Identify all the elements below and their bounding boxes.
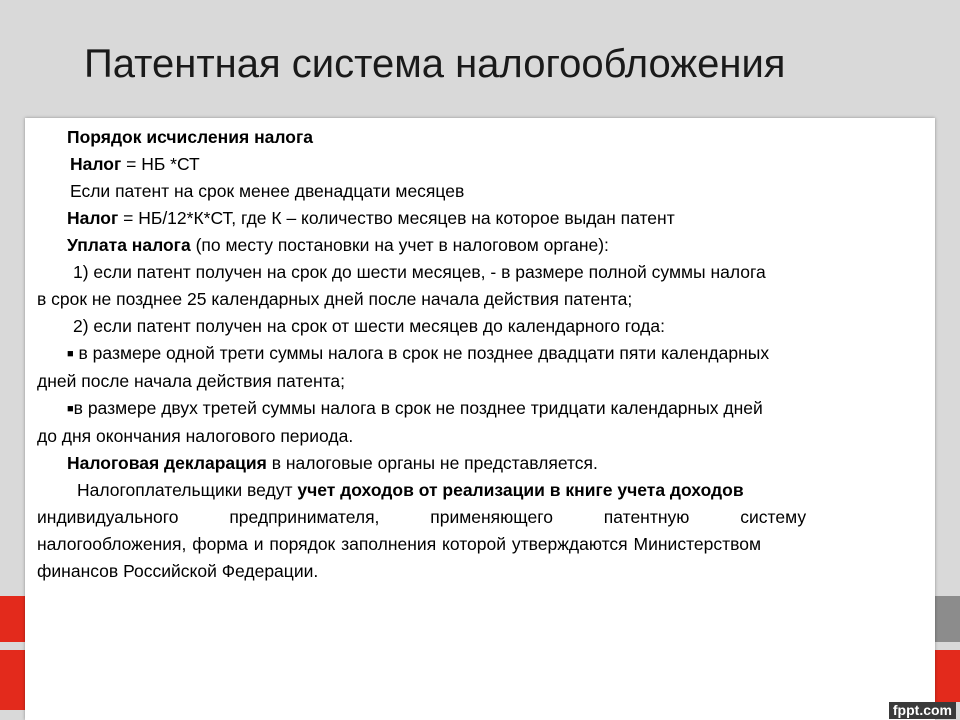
payment-label: Уплата налога [67,235,191,255]
accounting-line-2 [37,504,923,531]
page-title: Патентная система налогообложения [84,42,786,86]
content-panel [25,118,935,720]
right-grey-stripe [935,596,960,642]
case-1-line-1 [37,259,923,286]
accounting-line-1 [37,477,923,504]
condition-text: Если патент на срок менее двенадцати месяцев [70,181,465,201]
payment-line [37,232,923,259]
declaration-text: в налоговые органы не представляется. [266,453,598,473]
accounting-line-3 [37,531,923,558]
condition-line [37,178,923,205]
bullet-2-text-2: до дня окончания налогового периода. [37,426,354,446]
case-1-text-2: в срок не позднее 25 календарных дней после начала действия патента; [37,289,633,309]
formula-1-text: = НБ *СТ [121,154,200,174]
bullet-icon: ■ [67,348,74,360]
declaration-label: Налоговая декларация [67,453,267,473]
bullet-1-line-2 [37,368,923,395]
formula-1-label: Налог [70,154,122,174]
formula-1 [37,151,923,178]
left-red-stripe-top [0,596,25,642]
accounting-text-2: индивидуального предпринимателя, применяющего патентную систему [37,507,807,527]
case-1-text-1: 1) если патент получен на срок до шести месяцев, - в размере полной суммы налога [73,262,766,282]
right-red-stripe [935,650,960,702]
bullet-1-text-1: в размере одной трети суммы налога в срок не позднее двадцати пяти календарных [73,343,770,363]
bullet-1-line-1 [37,340,923,368]
bullet-2-line-2 [37,423,923,450]
accounting-text-3: налогообложения, форма и порядок заполнения которой утверждаются Министерством [37,534,761,554]
case-1-line-2 [37,286,923,313]
bullet-1-text-2: дней после начала действия патента; [37,371,346,391]
left-red-stripe-bottom [0,650,25,710]
content-body [37,124,923,585]
case-2-text: 2) если патент получен на срок от шести месяцев до календарного года: [73,316,665,336]
bullet-2-text-1: в размере двух третей суммы налога в срок не позднее тридцати календарных дней [73,398,763,418]
formula-2-label: Налог [67,208,119,228]
formula-2 [37,205,923,232]
case-2-line [37,313,923,340]
accounting-text-4: финансов Российской Федерации. [37,561,319,581]
watermark: fppt.com [889,702,956,719]
formula-2-text: = НБ/12*К*СТ, где К – количество месяцев на которое выдан патент [118,208,675,228]
order-heading-text: Порядок исчисления налога [67,127,313,147]
payment-text: (по месту постановки на учет в налоговом органе): [190,235,609,255]
order-heading [37,124,923,151]
accounting-prefix: Налогоплательщики ведут [77,480,298,500]
bullet-icon: ■ [67,403,74,415]
bullet-2-line-1 [37,395,923,423]
declaration-line [37,450,923,477]
accounting-line-4 [37,558,923,585]
accounting-bold: учет доходов от реализации в книге учета доходов [297,480,744,500]
